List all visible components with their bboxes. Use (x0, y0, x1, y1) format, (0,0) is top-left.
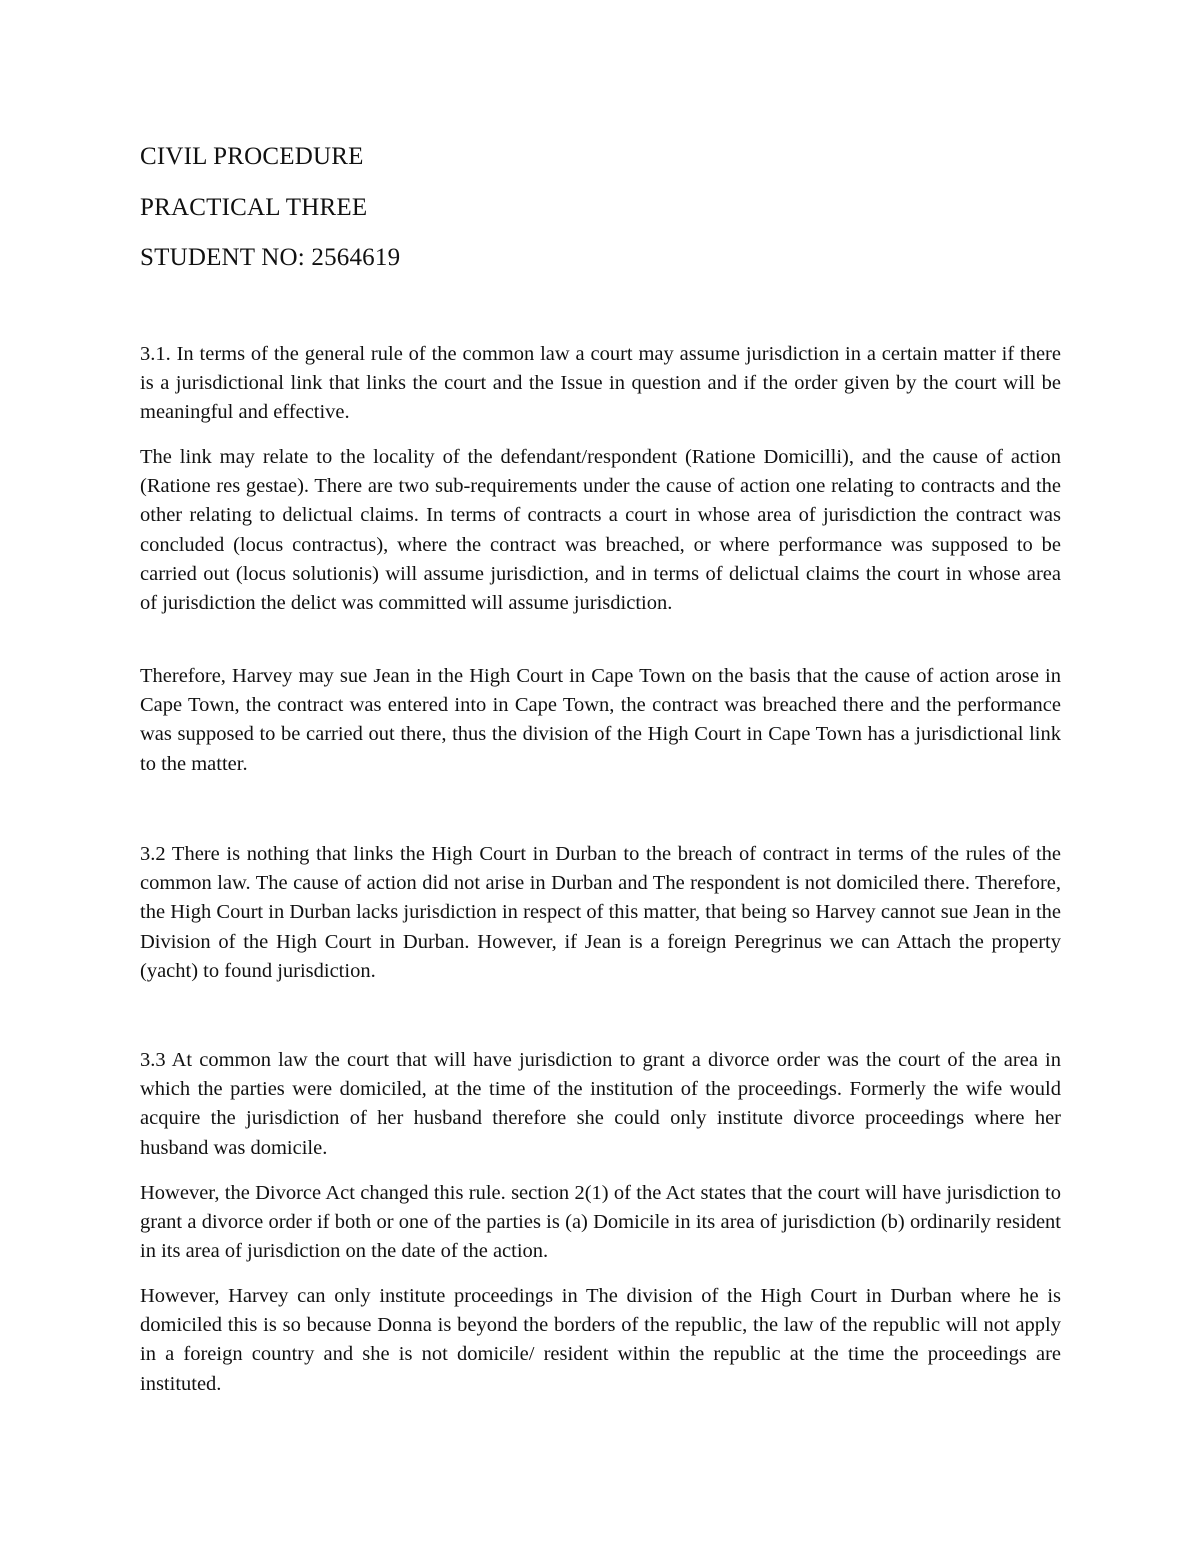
paragraph-3-1-general-rule: 3.1. In terms of the general rule of the common law a court may assume jurisdiction in a certain matter if there is a jurisdictional link that links the court and the Issue in question and if the order given by the court will be meaningful and effective. (140, 343, 1061, 424)
paragraph-harvey-proceedings: However, Harvey can only institute proceedings in The division of the High Court in Durban where he is domiciled this is so because Donna is beyond the borders of the republic, the law of the republic will not apply in a foreign country and she is not domicile/ resident within the republic at the time the proceedings are instituted. (140, 1285, 1061, 1395)
paragraph-jurisdictional-link: The link may relate to the locality of the defendant/respondent (Ratione Domicilli), and the cause of action (Ratione res gestae). There are two sub-requirements under the cause of action one relating to contracts and the other relating to delictual claims. In terms of contracts a court in whose area of jurisdiction the contract was concluded (locus contractus), where the contract was breached, or where performance was supposed to be carried out (locus solutionis) will assume jurisdiction, and in terms of delictual claims the court in whose area of jurisdiction the delict was committed will assume jurisdiction. (140, 446, 1061, 615)
practical-title: PRACTICAL THREE (140, 194, 368, 221)
course-title: CIVIL PROCEDURE (140, 143, 364, 170)
paragraph-divorce-act: However, the Divorce Act changed this rule. section 2(1) of the Act states that the court will have jurisdiction to grant a divorce order if both or one of the parties is (a) Domicile in its area of jurisdiction (b) ordinarily resident in its area of jurisdiction on the date of the action. (140, 1182, 1061, 1263)
paragraph-3-2-durban: 3.2 There is nothing that links the High Court in Durban to the breach of contract in terms of the rules of the common law. The cause of action did not arise in Durban and The respondent is not domiciled there. Therefore, the High Court in Durban lacks jurisdiction in respect of this matter, that being so Harvey cannot sue Jean in the Division of the High Court in Durban. However, if Jean is a foreign Peregrinus we can Attach the property (yacht) to found jurisdiction. (140, 843, 1061, 982)
paragraph-cape-town: Therefore, Harvey may sue Jean in the High Court in Cape Town on the basis that the cause of action arose in Cape Town, the contract was entered into in Cape Town, the contract was breached there and the performance was supposed to be carried out there, thus the division of the High Court in Cape Town has a jurisdictional link to the matter. (140, 665, 1061, 775)
student-number: STUDENT NO: 2564619 (140, 244, 401, 271)
paragraph-3-3-divorce-common-law: 3.3 At common law the court that will have jurisdiction to grant a divorce order was the court of the area in which the parties were domiciled, at the time of the institution of the proceedings. Formerly the wife would acquire the jurisdiction of her husband therefore she could only institute divorce proceedings where her husband was domicile. (140, 1049, 1061, 1159)
